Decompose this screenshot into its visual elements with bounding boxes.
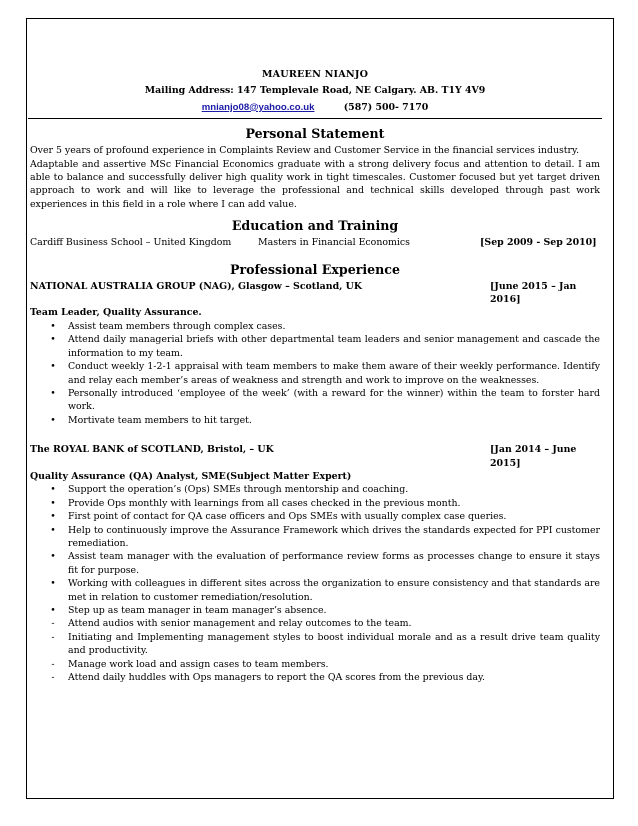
statement-summary: Over 5 years of profound experience in Complaints Review and Customer Service in the financial services industry. <box>30 145 580 157</box>
bullet-marker: • <box>50 497 56 509</box>
experience-heading: Professional Experience <box>230 261 400 277</box>
list-item <box>30 414 600 427</box>
duty-text: Personally introduced ‘employee of the week’ (with a reward for the winner) within the team to forster hard work. <box>68 387 600 413</box>
dash-marker: - <box>51 631 55 643</box>
list-item <box>30 524 600 551</box>
dash-marker: - <box>51 658 55 670</box>
list-item <box>30 387 600 414</box>
list-item <box>30 577 600 604</box>
list-item <box>30 550 600 577</box>
education-entry <box>30 236 600 249</box>
education-degree: Masters in Financial Economics <box>258 237 410 249</box>
duty-text: Working with colleagues in different sites across the organization to ensure consistency and that standards are met in relation to customer remediation/resolution. <box>68 578 600 603</box>
duty-text: Support the operation’s (Ops) SMEs through mentorship and coaching. <box>68 484 409 496</box>
job-role: Quality Assurance (QA) Analyst, SME(Subject Matter Expert) <box>30 470 352 482</box>
duty-text: Step up as team manager in team manager’s absence. <box>68 605 327 616</box>
job-employer: The ROYAL BANK of SCOTLAND, Bristol, – UK <box>30 444 274 456</box>
spacer <box>30 427 600 437</box>
contact-line <box>30 101 600 114</box>
education-school: Cardiff Business School – United Kingdom <box>30 237 232 249</box>
bullet-marker: • <box>50 334 56 346</box>
phone-number: (587) 500- 7170 <box>343 101 429 113</box>
dash-marker: - <box>51 618 55 630</box>
bullet-marker: • <box>50 361 56 373</box>
duty-text: Attend daily huddles with Ops managers to report the QA scores from the previous day. <box>68 672 486 684</box>
bullet-marker: • <box>50 524 56 536</box>
job-dates: [June 2015 – Jan 2016] <box>490 280 577 306</box>
list-item <box>30 617 600 630</box>
bullet-marker: • <box>50 484 56 496</box>
job-role: Team Leader, Quality Assurance. <box>30 307 202 319</box>
list-item <box>30 497 600 510</box>
candidate-name: MAUREEN NIANJO <box>261 69 369 80</box>
bullet-marker: • <box>50 414 56 426</box>
list-item <box>30 320 600 333</box>
bullet-marker: • <box>50 320 56 332</box>
duty-text: Manage work load and assign cases to team members. <box>68 658 329 670</box>
bullet-marker: • <box>50 551 56 563</box>
mailing-address: Mailing Address: 147 Templevale Road, NE Calgary. AB. T1Y 4V9 <box>144 85 486 97</box>
list-item <box>30 631 600 658</box>
bullet-marker: • <box>50 387 56 399</box>
header-divider <box>28 118 602 119</box>
job-duties-list <box>30 483 600 684</box>
bullet-marker: • <box>50 578 56 590</box>
education-dates: [Sep 2009 - Sep 2010] <box>480 237 597 249</box>
job-header <box>30 280 600 307</box>
duty-text: Help to continuously improve the Assurance Framework which drives the standards expected for PPI customer remediation. <box>68 524 600 549</box>
personal-statement-heading: Personal Statement <box>245 126 385 142</box>
duty-text: Mortivate team members to hit target. <box>68 414 252 426</box>
email-link[interactable]: mnianjo08@yahoo.co.uk <box>201 101 315 113</box>
duty-text: Conduct weekly 1-2-1 appraisal with team members to make them aware of their weekly performance. Identify and relay each member’s areas of weakness and strength and work to improve on the weaknesses. <box>68 361 600 386</box>
bullet-marker: • <box>50 511 56 523</box>
duty-text: Initiating and Implementing management styles to boost individual morale and as a result drive team quality and productivity. <box>68 631 600 657</box>
list-item <box>30 360 600 387</box>
list-item <box>30 510 600 523</box>
list-item <box>30 483 600 496</box>
job-duties-list <box>30 320 600 427</box>
duty-text: Attend daily managerial briefs with other departmental team leaders and senior management and cascade the information to my team. <box>68 334 600 359</box>
list-item <box>30 658 600 671</box>
duty-text: First point of contact for QA case officers and Ops SMEs with usually complex case queries. <box>68 511 507 523</box>
bullet-marker: • <box>50 605 56 616</box>
duty-text: Assist team manager with the evaluation of performance review forms as processes change to ensure it stays fit for purpose. <box>68 551 600 576</box>
dash-marker: - <box>51 672 55 684</box>
list-item <box>30 671 600 684</box>
duty-text: Attend audios with senior management and relay outcomes to the team. <box>68 618 412 630</box>
list-item <box>30 333 600 360</box>
duty-text: Assist team members through complex cases. <box>68 320 286 332</box>
duty-text: Provide Ops monthly with learnings from all cases checked in the previous month. <box>68 497 461 509</box>
job-employer: NATIONAL AUSTRALIA GROUP (NAG), Glasgow – Scotland, UK <box>30 280 362 292</box>
resume-document <box>30 68 600 684</box>
education-heading: Education and Training <box>231 218 399 234</box>
job-header <box>30 443 600 470</box>
list-item <box>30 604 600 617</box>
statement-detail: Adaptable and assertive MSc Financial Economics graduate with a strong delivery focus and attention to detail. I am able to balance and successfully deliver high quality work in tight timescales. Customer focused but yet target driven approach to work and will like to leverage the professional and technical skills developed through past work experiences in this field in a role where I can add value. <box>30 158 600 210</box>
job-dates: [Jan 2014 – June 2015] <box>490 444 577 469</box>
